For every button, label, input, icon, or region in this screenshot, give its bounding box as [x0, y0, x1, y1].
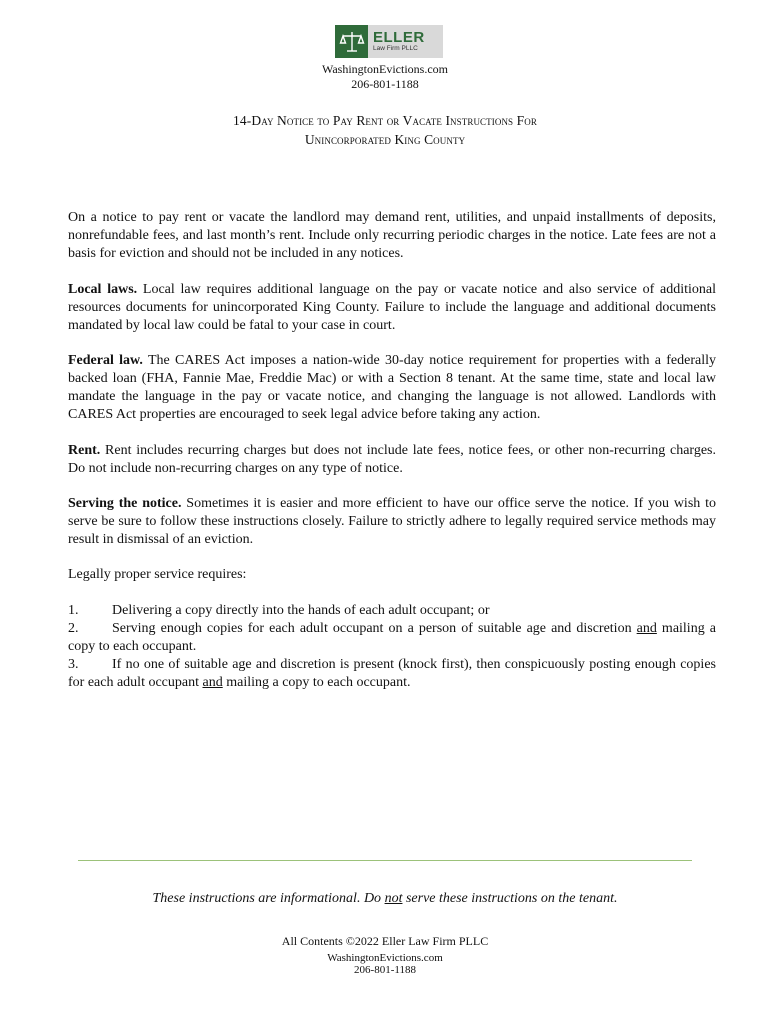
serving-paragraph [68, 495, 716, 549]
footer-note-underlined: not [384, 891, 403, 906]
footer-website: WashingtonEvictions.com [327, 952, 443, 964]
list-item [68, 602, 716, 620]
list-number: 3. [68, 657, 79, 672]
list-item-text: Serving enough copies for each adult occupant on a person of suitable age and discretion [112, 621, 637, 636]
footer-note-start: These instructions are informational. Do [152, 891, 385, 906]
list-item-text-end: mailing a copy to each occupant. [222, 675, 411, 690]
federal-law-text: The CARES Act imposes a nation-wide 30-day notice requirement for properties with a federally backed loan (FHA, Fannie Mae, Freddie Mac) or with a Section 8 tenant. At the same time, state and local law mandate the language in the pay or vacate notice, and changing the language is not allowed. Landlords with CARES Act properties are encouraged to seek legal advice before taking any action. [68, 353, 716, 422]
serving-text: Sometimes it is easier and more efficient to have our office serve the notice. If you wish to serve be sure to follow these instructions closely. Failure to strictly adhere to legally required service methods may result in dismissal of an eviction. [68, 496, 716, 547]
rent-text: Rent includes recurring charges but does not include late fees, notice fees, or other non-recurring charges. Do not include non-recurring charges on any type of notice. [68, 443, 716, 476]
rent-heading: Rent. [68, 443, 101, 458]
underlined-word: and [636, 621, 657, 636]
header-phone: 206-801-1188 [351, 77, 419, 91]
list-number: 2. [68, 621, 79, 636]
list-item [68, 656, 716, 692]
footer-divider [78, 860, 692, 861]
logo-text [368, 25, 443, 58]
footer-copyright: All Contents ©2022 Eller Law Firm PLLC [281, 934, 489, 948]
document-title-line-2: Unincorporated King County [304, 132, 466, 147]
list-item [68, 620, 716, 656]
footer-note-end: serve these instructions on the tenant. [402, 891, 618, 906]
rent-paragraph [68, 442, 716, 478]
list-item-text-end: mailing a copy to each occupant. [68, 621, 716, 654]
underlined-word: and [202, 675, 223, 690]
firm-logo [335, 25, 443, 58]
header-website: WashingtonEvictions.com [321, 62, 449, 76]
intro-paragraph [68, 209, 716, 263]
service-intro [68, 566, 716, 584]
logo-subtitle: Law Firm PLLC [373, 45, 418, 52]
local-laws-heading: Local laws. [68, 282, 138, 297]
list-number: 1. [68, 603, 79, 618]
document-title-line-1: 14-Day Notice to Pay Rent or Vacate Instructions For [233, 113, 537, 128]
footer-phone: 206-801-1188 [354, 964, 416, 976]
service-intro-text: Legally proper service requires: [68, 567, 247, 582]
list-item-text: If no one of suitable age and discretion is present (knock first), then conspicuously posting enough copies for each adult occupant [68, 657, 716, 690]
local-laws-text: Local law requires additional language on the pay or vacate notice and also service of additional resources documents for unincorporated King County. Failure to include the language and additional documents mandated by local law could be fatal to your case in court. [68, 282, 716, 333]
logo-name: ELLER [373, 29, 425, 46]
serving-heading: Serving the notice. [68, 496, 182, 511]
federal-law-paragraph [68, 352, 716, 424]
service-list [68, 602, 716, 692]
local-laws-paragraph [68, 281, 716, 335]
federal-law-heading: Federal law. [68, 353, 143, 368]
scales-of-justice-icon [335, 25, 368, 58]
list-item-text: Delivering a copy directly into the hands of each adult occupant; or [112, 603, 490, 618]
footer-disclaimer [0, 891, 770, 907]
intro-text: On a notice to pay rent or vacate the landlord may demand rent, utilities, and unpaid installments of deposits, nonrefundable fees, and last month’s rent. Include only recurring periodic charges in the notice. Late fees are not a basis for eviction and should not be included in any notices. [68, 210, 716, 261]
